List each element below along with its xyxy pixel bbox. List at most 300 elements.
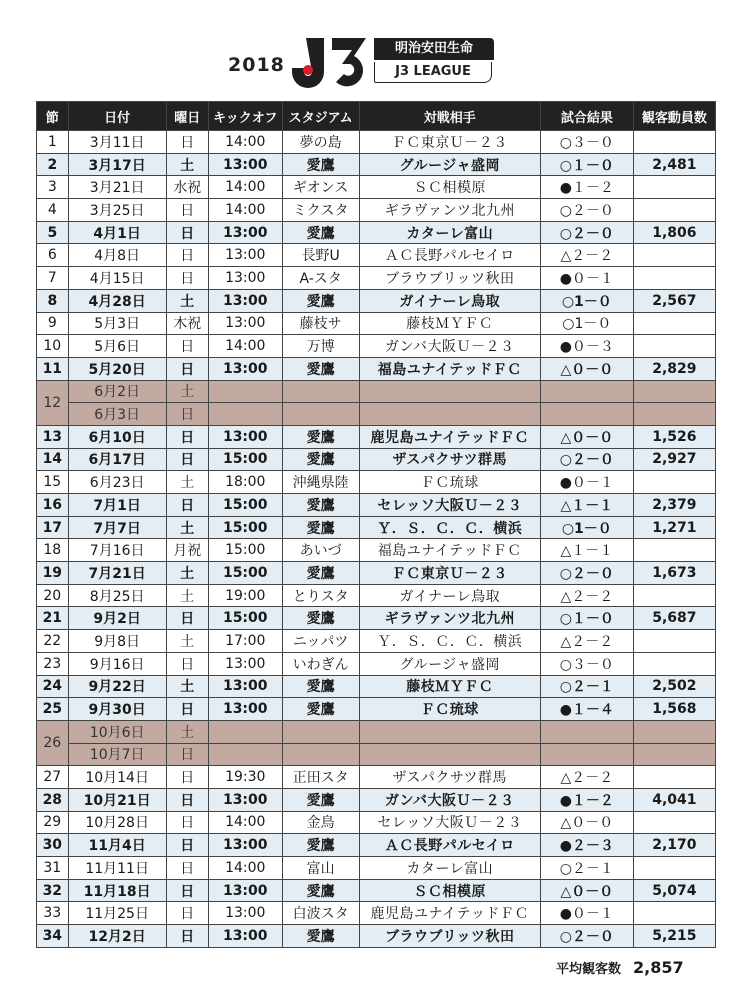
- cell-section: 20: [37, 584, 69, 607]
- cell-section: 19: [37, 562, 69, 585]
- cell-attendance: 2,567: [633, 289, 715, 312]
- cell-weekday: 日: [166, 743, 208, 766]
- cell-opponent: ＡＣ長野パルセイロ: [359, 244, 540, 267]
- cell-weekday: 日: [166, 403, 208, 426]
- cell-weekday: 日: [166, 788, 208, 811]
- cell-attendance: [633, 630, 715, 653]
- table-row: [37, 562, 716, 585]
- cell-stadium: 愛鷹: [282, 494, 359, 517]
- table-row: [37, 584, 716, 607]
- cell-stadium: 愛鷹: [282, 698, 359, 721]
- cell-kickoff: 13:00: [208, 879, 282, 902]
- cell-date: 9月16日: [68, 652, 166, 675]
- cell-kickoff: 13:00: [208, 425, 282, 448]
- cell-kickoff: 13:00: [208, 312, 282, 335]
- col-header-opponent: 対戦相手: [359, 102, 540, 131]
- cell-weekday: 日: [166, 448, 208, 471]
- table-row: [37, 244, 716, 267]
- cell-weekday: 土: [166, 720, 208, 743]
- cell-empty: [282, 743, 359, 766]
- cell-empty: [282, 380, 359, 403]
- cell-attendance: 5,074: [633, 879, 715, 902]
- cell-result: ○２－１: [540, 857, 633, 880]
- cell-kickoff: 15:00: [208, 516, 282, 539]
- cell-kickoff: 13:00: [208, 652, 282, 675]
- table-row: [37, 357, 716, 380]
- cell-attendance: [633, 176, 715, 199]
- table-row: [37, 199, 716, 222]
- cell-kickoff: 14:00: [208, 199, 282, 222]
- cell-weekday: 日: [166, 335, 208, 358]
- cell-attendance: [633, 312, 715, 335]
- cell-attendance: [633, 584, 715, 607]
- cell-result: △０－０: [540, 879, 633, 902]
- league-label: J3 LEAGUE: [374, 62, 492, 83]
- cell-stadium: A-スタ: [282, 267, 359, 290]
- cell-attendance: 5,687: [633, 607, 715, 630]
- table-row: [37, 131, 716, 154]
- cell-empty: [540, 403, 633, 426]
- cell-date: 7月16日: [68, 539, 166, 562]
- cell-stadium: ミクスタ: [282, 199, 359, 222]
- table-row: [37, 448, 716, 471]
- cell-kickoff: 13:00: [208, 244, 282, 267]
- cell-section: 6: [37, 244, 69, 267]
- cell-result: ●１－４: [540, 698, 633, 721]
- cell-date: 10月14日: [68, 766, 166, 789]
- table-row: [37, 494, 716, 517]
- cell-opponent: ブラウブリッツ秋田: [359, 267, 540, 290]
- cell-opponent: ガイナーレ鳥取: [359, 289, 540, 312]
- cell-kickoff: 13:00: [208, 788, 282, 811]
- cell-weekday: 土: [166, 562, 208, 585]
- cell-section: 29: [37, 811, 69, 834]
- table-row: [37, 879, 716, 902]
- cell-date: 10月7日: [68, 743, 166, 766]
- cell-section: 33: [37, 902, 69, 925]
- cell-section: 30: [37, 834, 69, 857]
- cell-opponent: セレッソ大阪Ｕ－２３: [359, 811, 540, 834]
- table-row: [37, 267, 716, 290]
- cell-weekday: 土: [166, 153, 208, 176]
- cell-opponent: セレッソ大阪Ｕ－２３: [359, 494, 540, 517]
- cell-empty: [540, 380, 633, 403]
- table-header-row: [37, 102, 716, 131]
- cell-date: 6月23日: [68, 471, 166, 494]
- cell-weekday: 日: [166, 607, 208, 630]
- cell-date: 11月25日: [68, 902, 166, 925]
- cell-kickoff: 14:00: [208, 335, 282, 358]
- cell-weekday: 日: [166, 199, 208, 222]
- cell-section: 9: [37, 312, 69, 335]
- cell-attendance: [633, 131, 715, 154]
- cell-stadium: 愛鷹: [282, 153, 359, 176]
- cell-weekday: 土: [166, 584, 208, 607]
- col-header-stadium: スタジアム: [282, 102, 359, 131]
- cell-weekday: 日: [166, 834, 208, 857]
- cell-section: 11: [37, 357, 69, 380]
- cell-opponent: 鹿児島ユナイテッドＦＣ: [359, 902, 540, 925]
- table-row: [37, 425, 716, 448]
- cell-stadium: ニッパツ: [282, 630, 359, 653]
- cell-result: ●０－１: [540, 471, 633, 494]
- cell-weekday: 水祝: [166, 176, 208, 199]
- cell-date: 4月1日: [68, 221, 166, 244]
- cell-stadium: 愛鷹: [282, 425, 359, 448]
- cell-result: ○１－０: [540, 153, 633, 176]
- cell-weekday: 日: [166, 357, 208, 380]
- cell-stadium: 愛鷹: [282, 925, 359, 948]
- bye-row: [37, 720, 716, 743]
- cell-opponent: ギラヴァンツ北九州: [359, 199, 540, 222]
- cell-opponent: ザスパクサツ群馬: [359, 766, 540, 789]
- cell-section: 16: [37, 494, 69, 517]
- table-row: [37, 516, 716, 539]
- cell-kickoff: 13:00: [208, 698, 282, 721]
- cell-kickoff: 13:00: [208, 925, 282, 948]
- cell-opponent: Ｙ．Ｓ．Ｃ．Ｃ．横浜: [359, 516, 540, 539]
- cell-result: △２－２: [540, 244, 633, 267]
- cell-section: 3: [37, 176, 69, 199]
- cell-attendance: 1,568: [633, 698, 715, 721]
- cell-date: 10月28日: [68, 811, 166, 834]
- cell-date: 4月8日: [68, 244, 166, 267]
- cell-weekday: 日: [166, 698, 208, 721]
- cell-kickoff: 13:00: [208, 153, 282, 176]
- cell-weekday: 日: [166, 131, 208, 154]
- cell-attendance: 1,806: [633, 221, 715, 244]
- cell-weekday: 土: [166, 630, 208, 653]
- cell-section: 32: [37, 879, 69, 902]
- cell-date: 3月17日: [68, 153, 166, 176]
- cell-date: 3月11日: [68, 131, 166, 154]
- table-row: [37, 788, 716, 811]
- average-value: 2,857: [633, 958, 684, 977]
- cell-result: ○２－０: [540, 221, 633, 244]
- cell-empty: [633, 380, 715, 403]
- cell-date: 7月21日: [68, 562, 166, 585]
- cell-section: 1: [37, 131, 69, 154]
- cell-weekday: 土: [166, 516, 208, 539]
- bye-row: [37, 403, 716, 426]
- cell-attendance: [633, 244, 715, 267]
- cell-date: 7月1日: [68, 494, 166, 517]
- table-row: [37, 698, 716, 721]
- cell-section: 15: [37, 471, 69, 494]
- cell-result: △２－２: [540, 766, 633, 789]
- cell-kickoff: 15:00: [208, 607, 282, 630]
- cell-weekday: 土: [166, 675, 208, 698]
- cell-kickoff: 15:00: [208, 494, 282, 517]
- col-header-date: 日付: [68, 102, 166, 131]
- bye-row: [37, 380, 716, 403]
- cell-result: △２－２: [540, 584, 633, 607]
- cell-stadium: 愛鷹: [282, 834, 359, 857]
- cell-weekday: 月祝: [166, 539, 208, 562]
- table-row: [37, 607, 716, 630]
- cell-opponent: 藤枝ＭＹＦＣ: [359, 675, 540, 698]
- cell-date: 6月2日: [68, 380, 166, 403]
- cell-stadium: 愛鷹: [282, 879, 359, 902]
- cell-stadium: 富山: [282, 857, 359, 880]
- cell-stadium: 愛鷹: [282, 448, 359, 471]
- cell-weekday: 日: [166, 267, 208, 290]
- table-row: [37, 925, 716, 948]
- cell-attendance: [633, 766, 715, 789]
- cell-section: 31: [37, 857, 69, 880]
- cell-date: 5月6日: [68, 335, 166, 358]
- cell-kickoff: 15:00: [208, 448, 282, 471]
- cell-section: 28: [37, 788, 69, 811]
- cell-opponent: ＡＣ長野パルセイロ: [359, 834, 540, 857]
- cell-opponent: Ｙ．Ｓ．Ｃ．Ｃ．横浜: [359, 630, 540, 653]
- cell-result: △０－０: [540, 425, 633, 448]
- cell-result: △０－０: [540, 811, 633, 834]
- cell-attendance: [633, 902, 715, 925]
- table-row: [37, 471, 716, 494]
- cell-kickoff: 14:00: [208, 131, 282, 154]
- cell-section: 27: [37, 766, 69, 789]
- cell-kickoff: 13:00: [208, 834, 282, 857]
- table-row: [37, 902, 716, 925]
- cell-kickoff: 15:00: [208, 539, 282, 562]
- cell-empty: [208, 720, 282, 743]
- cell-result: ○３－０: [540, 131, 633, 154]
- cell-stadium: 万博: [282, 335, 359, 358]
- cell-weekday: 土: [166, 380, 208, 403]
- cell-weekday: 日: [166, 652, 208, 675]
- cell-result: △１－１: [540, 494, 633, 517]
- cell-section: 7: [37, 267, 69, 290]
- cell-opponent: ザスパクサツ群馬: [359, 448, 540, 471]
- cell-result: ○１－０: [540, 607, 633, 630]
- cell-date: 9月8日: [68, 630, 166, 653]
- cell-attendance: [633, 335, 715, 358]
- cell-date: 9月2日: [68, 607, 166, 630]
- cell-opponent: グルージャ盛岡: [359, 153, 540, 176]
- cell-date: 11月4日: [68, 834, 166, 857]
- average-attendance: [556, 958, 716, 977]
- cell-kickoff: 13:00: [208, 221, 282, 244]
- cell-opponent: 福島ユナイテッドＦＣ: [359, 539, 540, 562]
- cell-date: 10月6日: [68, 720, 166, 743]
- cell-empty: [282, 403, 359, 426]
- col-header-weekday: 曜日: [166, 102, 208, 131]
- cell-empty: [633, 743, 715, 766]
- cell-result: ○２－０: [540, 925, 633, 948]
- cell-attendance: 2,927: [633, 448, 715, 471]
- cell-section: 5: [37, 221, 69, 244]
- cell-result: △０－０: [540, 357, 633, 380]
- schedule-body: [37, 131, 716, 948]
- cell-result: ●０－３: [540, 335, 633, 358]
- cell-result: ●０－１: [540, 267, 633, 290]
- cell-opponent: カターレ富山: [359, 857, 540, 880]
- cell-section: 8: [37, 289, 69, 312]
- cell-weekday: 日: [166, 425, 208, 448]
- cell-section: 26: [37, 720, 69, 765]
- cell-result: ○２－０: [540, 199, 633, 222]
- bye-row: [37, 743, 716, 766]
- cell-weekday: 日: [166, 244, 208, 267]
- cell-opponent: ギラヴァンツ北九州: [359, 607, 540, 630]
- average-label: 平均観客数: [556, 962, 622, 977]
- cell-empty: [540, 743, 633, 766]
- cell-attendance: [633, 267, 715, 290]
- cell-section: 34: [37, 925, 69, 948]
- cell-kickoff: 14:00: [208, 857, 282, 880]
- cell-weekday: 日: [166, 857, 208, 880]
- cell-date: 9月22日: [68, 675, 166, 698]
- table-row: [37, 652, 716, 675]
- cell-opponent: ガンバ大阪Ｕ－２３: [359, 788, 540, 811]
- cell-weekday: 日: [166, 925, 208, 948]
- cell-kickoff: 19:00: [208, 584, 282, 607]
- table-row: [37, 811, 716, 834]
- cell-section: 10: [37, 335, 69, 358]
- page-header: [0, 0, 755, 100]
- table-row: [37, 539, 716, 562]
- col-header-result: 試合結果: [540, 102, 633, 131]
- cell-section: 14: [37, 448, 69, 471]
- cell-opponent: ガンバ大阪Ｕ－２３: [359, 335, 540, 358]
- cell-attendance: 2,170: [633, 834, 715, 857]
- cell-result: △１－１: [540, 539, 633, 562]
- cell-stadium: 愛鷹: [282, 675, 359, 698]
- cell-attendance: 5,215: [633, 925, 715, 948]
- cell-result: ○２－０: [540, 562, 633, 585]
- cell-opponent: ＳＣ相模原: [359, 176, 540, 199]
- cell-opponent: ＳＣ相模原: [359, 879, 540, 902]
- schedule-table: [36, 101, 716, 948]
- cell-attendance: 1,526: [633, 425, 715, 448]
- cell-date: 3月25日: [68, 199, 166, 222]
- cell-result: ○２－０: [540, 448, 633, 471]
- cell-attendance: 2,829: [633, 357, 715, 380]
- cell-result: ○1－０: [540, 516, 633, 539]
- cell-stadium: とりスタ: [282, 584, 359, 607]
- cell-date: 8月25日: [68, 584, 166, 607]
- cell-kickoff: 18:00: [208, 471, 282, 494]
- table-row: [37, 221, 716, 244]
- cell-section: 25: [37, 698, 69, 721]
- cell-weekday: 土: [166, 471, 208, 494]
- cell-date: 12月2日: [68, 925, 166, 948]
- cell-empty: [633, 403, 715, 426]
- cell-date: 9月30日: [68, 698, 166, 721]
- cell-attendance: 2,379: [633, 494, 715, 517]
- season-year: 2018: [228, 54, 285, 76]
- cell-date: 6月10日: [68, 425, 166, 448]
- cell-attendance: 4,041: [633, 788, 715, 811]
- cell-kickoff: 14:00: [208, 811, 282, 834]
- table-row: [37, 335, 716, 358]
- cell-opponent: 藤枝ＭＹＦＣ: [359, 312, 540, 335]
- cell-attendance: [633, 857, 715, 880]
- cell-weekday: 日: [166, 494, 208, 517]
- cell-stadium: 愛鷹: [282, 289, 359, 312]
- cell-stadium: 愛鷹: [282, 788, 359, 811]
- cell-weekday: 日: [166, 811, 208, 834]
- cell-section: 12: [37, 380, 69, 425]
- cell-result: ○２－１: [540, 675, 633, 698]
- table-row: [37, 176, 716, 199]
- cell-empty: [359, 720, 540, 743]
- cell-section: 13: [37, 425, 69, 448]
- cell-section: 24: [37, 675, 69, 698]
- col-header-kickoff: キックオフ: [208, 102, 282, 131]
- cell-section: 22: [37, 630, 69, 653]
- cell-date: 7月7日: [68, 516, 166, 539]
- cell-date: 3月21日: [68, 176, 166, 199]
- cell-attendance: [633, 652, 715, 675]
- table-row: [37, 675, 716, 698]
- cell-weekday: 木祝: [166, 312, 208, 335]
- cell-kickoff: 13:00: [208, 675, 282, 698]
- cell-opponent: ＦＣ東京Ｕ－２３: [359, 562, 540, 585]
- cell-weekday: 日: [166, 766, 208, 789]
- cell-empty: [208, 403, 282, 426]
- cell-section: 4: [37, 199, 69, 222]
- cell-date: 11月11日: [68, 857, 166, 880]
- cell-kickoff: 13:00: [208, 902, 282, 925]
- cell-stadium: 長野U: [282, 244, 359, 267]
- cell-opponent: 鹿児島ユナイテッドＦＣ: [359, 425, 540, 448]
- cell-date: 5月3日: [68, 312, 166, 335]
- cell-result: ●０－１: [540, 902, 633, 925]
- j3-logo-icon: [286, 36, 370, 90]
- cell-empty: [540, 720, 633, 743]
- cell-stadium: 白波スタ: [282, 902, 359, 925]
- cell-kickoff: 13:00: [208, 357, 282, 380]
- cell-empty: [359, 403, 540, 426]
- cell-result: △２－２: [540, 630, 633, 653]
- cell-result: ○３－０: [540, 652, 633, 675]
- cell-date: 6月3日: [68, 403, 166, 426]
- cell-attendance: [633, 811, 715, 834]
- cell-kickoff: 19:30: [208, 766, 282, 789]
- cell-result: ●１－２: [540, 788, 633, 811]
- cell-section: 23: [37, 652, 69, 675]
- sponsor-label: 明治安田生命: [374, 38, 494, 60]
- cell-empty: [282, 720, 359, 743]
- cell-attendance: [633, 539, 715, 562]
- cell-stadium: 正田スタ: [282, 766, 359, 789]
- cell-stadium: 金鳥: [282, 811, 359, 834]
- cell-result: ●２－３: [540, 834, 633, 857]
- cell-section: 17: [37, 516, 69, 539]
- table-row: [37, 834, 716, 857]
- cell-stadium: 愛鷹: [282, 562, 359, 585]
- cell-section: 21: [37, 607, 69, 630]
- col-header-attendance: 観客動員数: [633, 102, 715, 131]
- cell-date: 4月15日: [68, 267, 166, 290]
- cell-result: ○1－０: [540, 312, 633, 335]
- cell-date: 6月17日: [68, 448, 166, 471]
- cell-empty: [359, 380, 540, 403]
- cell-opponent: ブラウブリッツ秋田: [359, 925, 540, 948]
- cell-stadium: 愛鷹: [282, 516, 359, 539]
- cell-result: ○1－０: [540, 289, 633, 312]
- cell-stadium: 愛鷹: [282, 221, 359, 244]
- cell-stadium: 沖縄県陸: [282, 471, 359, 494]
- cell-kickoff: 13:00: [208, 289, 282, 312]
- cell-empty: [208, 380, 282, 403]
- cell-weekday: 土: [166, 289, 208, 312]
- cell-result: ●１－２: [540, 176, 633, 199]
- table-row: [37, 857, 716, 880]
- cell-stadium: あいづ: [282, 539, 359, 562]
